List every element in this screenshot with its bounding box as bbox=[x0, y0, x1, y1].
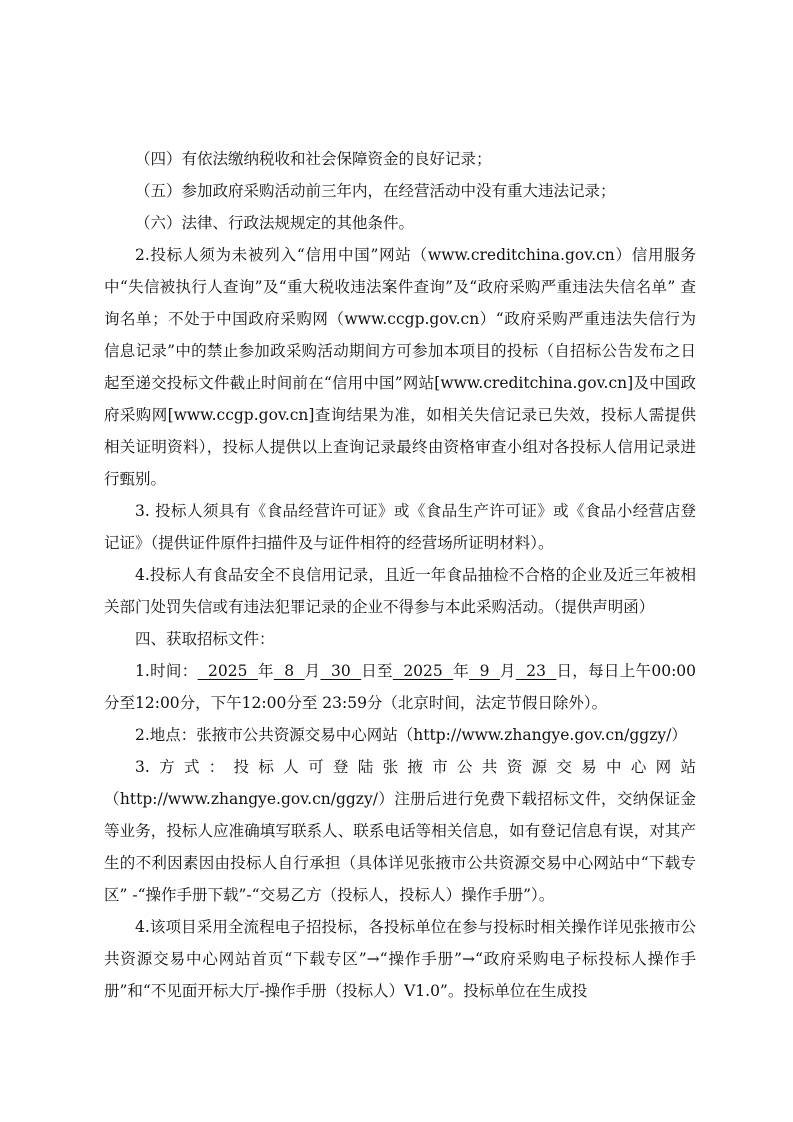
paragraph-food-license: 3. 投标人须具有《食品经营许可证》或《食品生产许可证》或《食品小经营店登记证》（提供证件原件扫描件及与证件相符的经营场所证明材料）。 bbox=[104, 502, 696, 552]
paragraph-food-safety: 4.投标人有食品安全不良信用记录，且近一年食品抽检不合格的企业及近三年被相关部门处罚失信或有违法犯罪记录的企业不得参与本此采购活动。（提供声明函） bbox=[104, 566, 696, 616]
time-month-label-1: 月 bbox=[304, 662, 321, 680]
start-year: 2025 bbox=[197, 662, 258, 680]
time-prefix: 1.时间： bbox=[135, 662, 198, 680]
start-month: 8 bbox=[273, 662, 305, 680]
time-month-label-2: 月 bbox=[499, 662, 516, 680]
start-day: 30 bbox=[320, 662, 362, 680]
document-body bbox=[104, 143, 696, 1007]
section-heading-obtain-documents: 四、获取招标文件： bbox=[135, 630, 275, 648]
time-to-label: 日至 bbox=[361, 662, 393, 680]
paragraph-condition-4: （四）有依法缴纳税收和社会保障资金的良好记录； bbox=[135, 150, 492, 168]
time-suffix: 日，每日上午00:00 分至12:00分，下午12:00分至 23:59分（北京时间，法定节假日除外）。 bbox=[104, 662, 697, 712]
end-day: 23 bbox=[515, 662, 557, 680]
paragraph-credit-requirement: 2.投标人须为未被列入“信用中国”网站（www.creditchina.gov.cn）信用服务中“失信被执行人查询”及“重大税收违法案件查询”及“政府采购严重违法失信名单” 查询名单；不处于中国政府采购网（www.ccgp.gov.cn）“政府采购严重违法失信行为信息记录”中的禁止参加政采购活动期间方可参加本项目的投标（自招标公告发布之日起至递交投标文件截止时间前在“信用中国”网站[www.creditchina.gov.cn]及中国政府采购网[www.ccgp.gov.cn]查询结果为准，如相关失信记录已失效，投标人需提供相关证明资料），投标人提供以上查询记录最终由资格审查小组对各投标人信用记录进行甄别。 bbox=[104, 246, 696, 488]
paragraph-condition-6: （六）法律、行政法规规定的其他条件。 bbox=[135, 214, 415, 232]
paragraph-condition-5: （五）参加政府采购活动前三年内，在经营活动中没有重大违法记录； bbox=[135, 182, 616, 200]
paragraph-method: 3.方式：投标人可登陆张掖市公共资源交易中心网站（http://www.zhangye.gov.cn/ggzy/）注册后进行免费下载招标文件，交纳保证金等业务，投标人应准确填写联系人、联系电话等相关信息，如有登记信息有误，对其产生的不利因素因由投标人自行承担（具体详见张掖市公共资源交易中心网站中“下载专区” -“操作手册下载”-“交易乙方（投标人，投标人）操作手册”）。 bbox=[104, 758, 696, 904]
time-year-label-2: 年 bbox=[453, 662, 470, 680]
end-year: 2025 bbox=[392, 662, 454, 680]
paragraph-location: 2.地点：张掖市公共资源交易中心网站（http://www.zhangye.gov.cn/ggzy/） bbox=[135, 726, 687, 744]
paragraph-time bbox=[104, 655, 696, 719]
paragraph-electronic-bidding: 4.该项目采用全流程电子招投标，各投标单位在参与投标时相关操作详见张掖市公 共资源交易中心网站首页“下载专区”→“操作手册”→“政府采购电子标投标人操作手册”和“不见面开标大厅-操作手册（投标人）V1.0”。投标单位在生成投 bbox=[104, 918, 696, 1000]
end-month: 9 bbox=[469, 662, 500, 680]
time-year-label-1: 年 bbox=[257, 662, 274, 680]
